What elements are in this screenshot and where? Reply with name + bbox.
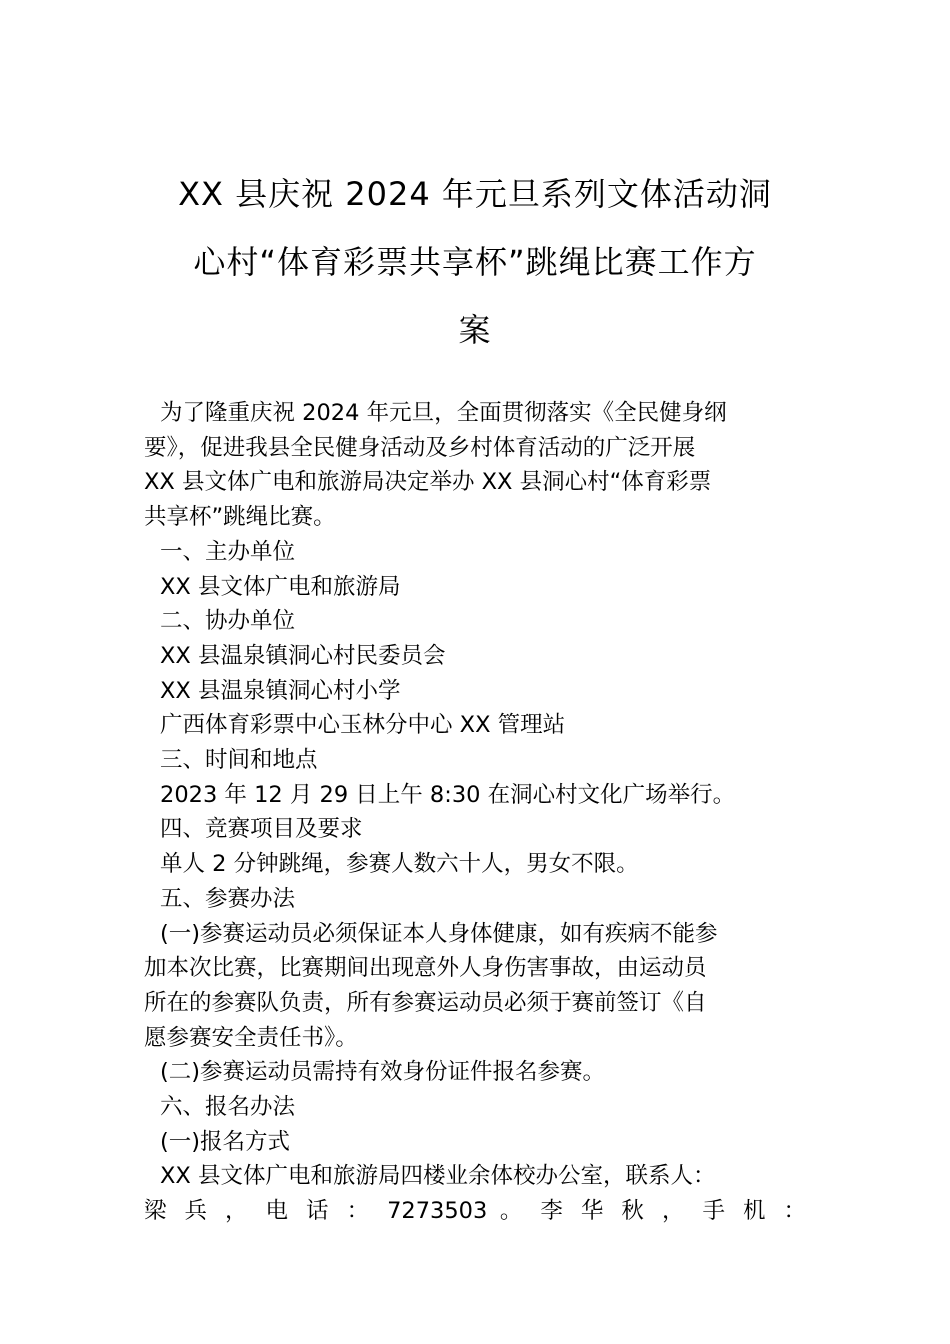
intro-line-4: 共享杯”跳绳比赛。 — [144, 504, 336, 531]
section-heading-registration: 六、报名办法 — [160, 1094, 296, 1121]
co-organizer-line-3: 广西体育彩票中心玉林分中心 XX 管理站 — [160, 712, 566, 739]
intro-line-1: 为了隆重庆祝 2024 年元旦，全面贯彻落实《全民健身纲 — [160, 400, 727, 426]
organizer-line: XX 县文体广电和旅游局 — [160, 573, 401, 600]
registration-sub-heading: (一)报名方式 — [160, 1128, 291, 1155]
section-heading-co-organizer: 二、协办单位 — [160, 608, 296, 635]
title-line-3: 案 — [458, 311, 492, 349]
participation-item2: (二)参赛运动员需持有效身份证件报名参赛。 — [160, 1059, 606, 1086]
co-organizer-line-1: XX 县温泉镇洞心村民委员会 — [160, 642, 446, 669]
title-line-2: 心村“体育彩票共享杯”跳绳比赛工作方 — [193, 243, 757, 281]
participation-item1-line-4: 愿参赛安全责任书》。 — [144, 1024, 358, 1051]
section-heading-organizer: 一、主办单位 — [160, 538, 296, 565]
registration-line-1: XX 县文体广电和旅游局四楼业余体校办公室，联系人： — [160, 1163, 716, 1190]
section-heading-time-place: 三、时间和地点 — [160, 747, 318, 774]
document-body — [144, 396, 806, 1229]
registration-line-2: 梁 兵 ， 电 话 ： 7273503 。 李 华 秋 ， 手 机 ： — [144, 1198, 806, 1225]
time-place-line: 2023 年 12 月 29 日上午 8:30 在洞心村文化广场举行。 — [160, 781, 736, 808]
co-organizer-line-2: XX 县温泉镇洞心村小学 — [160, 677, 401, 704]
events-line: 单人 2 分钟跳绳，参赛人数六十人，男女不限。 — [160, 851, 639, 878]
section-heading-events: 四、竞赛项目及要求 — [160, 816, 363, 843]
intro-line-2: 要》，促进我县全民健身活动及乡村体育活动的广泛开展 — [144, 434, 696, 461]
participation-item1-line-1: (一)参赛运动员必须保证本人身体健康，如有疾病不能参 — [160, 920, 718, 947]
title-line-1: XX 县庆祝 2024 年元旦系列文体活动洞 — [178, 175, 772, 213]
intro-line-3: XX 县文体广电和旅游局决定举办 XX 县洞心村“体育彩票 — [144, 469, 712, 496]
document-title — [140, 160, 810, 364]
section-heading-participation: 五、参赛办法 — [160, 885, 296, 912]
participation-item1-line-2: 加本次比赛，比赛期间出现意外人身伤害事故，由运动员 — [144, 955, 707, 982]
participation-item1-line-3: 所在的参赛队负责，所有参赛运动员必须于赛前签订《自 — [144, 989, 707, 1016]
